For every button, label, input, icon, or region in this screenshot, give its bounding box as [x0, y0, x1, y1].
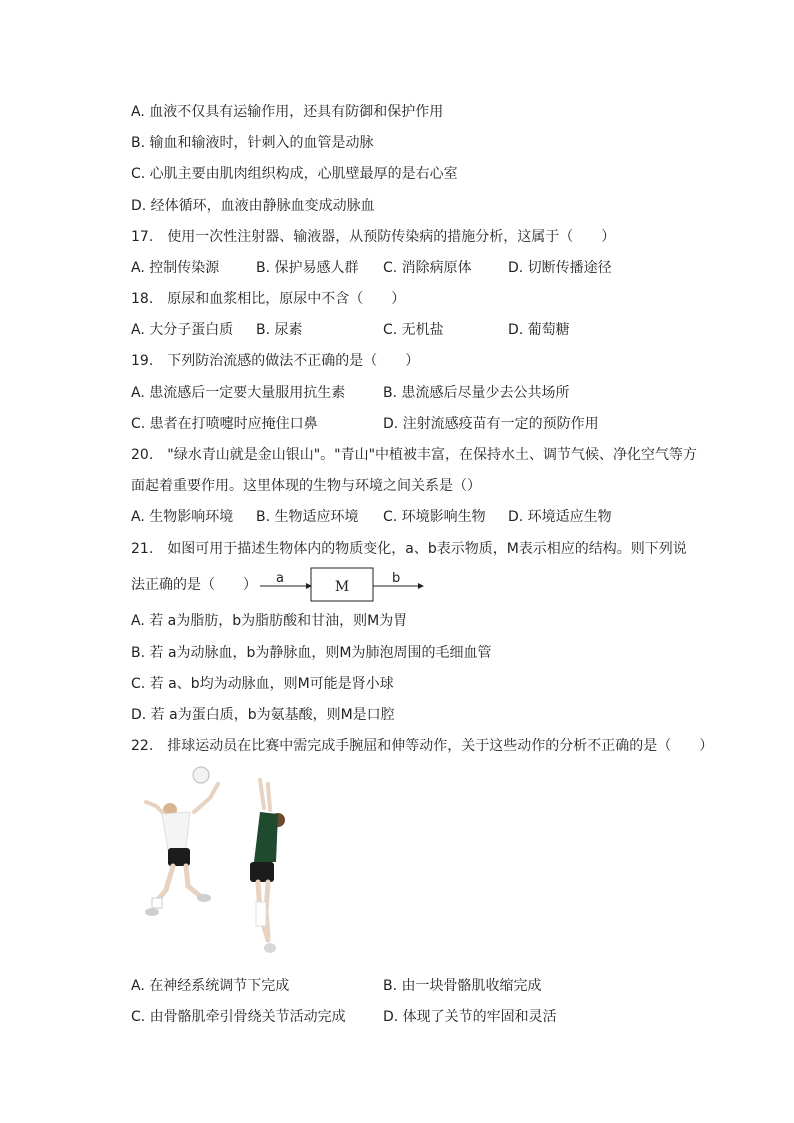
- q21-stem-line2: 法正确的是（ ）: [131, 577, 257, 593]
- q19-option-b: B. 患流感后尽量少去公共场所: [383, 385, 570, 401]
- q21-stem-line1: 21. 如图可用于描述生物体内的物质变化，a、b表示物质，M表示相应的结构。则下列说: [131, 541, 687, 557]
- q18-stem: 18. 原尿和血浆相比，原尿中不含（ ）: [131, 291, 406, 307]
- q17-option-c: C. 消除病原体: [383, 260, 472, 276]
- q21-option-d: D. 若 a为蛋白质，b为氨基酸，则M是口腔: [131, 707, 395, 723]
- q17-stem: 17. 使用一次性注射器、输液器，从预防传染病的措施分析，这属于（ ）: [131, 229, 616, 245]
- q16-option-c: C. 心肌主要由肌肉组织构成，心肌壁最厚的是右心室: [131, 166, 458, 182]
- q22-stem: 22. 排球运动员在比赛中需完成手腕屈和伸等动作，关于这些动作的分析不正确的是（ ）: [131, 738, 714, 754]
- q18-option-d: D. 葡萄糖: [508, 322, 570, 338]
- q19-stem: 19. 下列防治流感的做法不正确的是（ ）: [131, 353, 420, 369]
- q16-option-b: B. 输血和输液时，针刺入的血管是动脉: [131, 135, 374, 151]
- q18-option-b: B. 尿素: [256, 322, 303, 338]
- q22-option-d: D. 体现了关节的牢固和灵活: [383, 1009, 557, 1025]
- q19-option-a: A. 患流感后一定要大量服用抗生素: [131, 385, 346, 401]
- q20-stem-line1: 20. "绿水青山就是金山银山"。"青山"中植被丰富，在保持水土、调节气候、净化空气等方: [131, 447, 698, 463]
- volleyball-players-photo: [128, 762, 308, 962]
- box-label-m: M: [334, 579, 350, 595]
- q18-option-a: A. 大分子蛋白质: [131, 322, 234, 338]
- q21-option-a: A. 若 a为脂肪，b为脂肪酸和甘油，则M为胃: [131, 613, 408, 629]
- q22-option-a: A. 在神经系统调节下完成: [131, 978, 290, 994]
- q22-option-b: B. 由一块骨骼肌收缩完成: [383, 978, 542, 994]
- q21-process-diagram: [258, 567, 428, 603]
- q17-option-a: A. 控制传染源: [131, 260, 220, 276]
- q17-option-b: B. 保护易感人群: [256, 260, 359, 276]
- input-label-a: a: [276, 571, 284, 586]
- q19-option-d: D. 注射流感疫苗有一定的预防作用: [383, 416, 599, 432]
- arrow-out-head: [418, 583, 424, 589]
- player-green-jersey: [250, 780, 285, 953]
- q20-option-b: B. 生物适应环境: [256, 509, 359, 525]
- q16-option-a: A. 血液不仅具有运输作用，还具有防御和保护作用: [131, 104, 444, 120]
- q21-option-c: C. 若 a、b均为动脉血，则M可能是肾小球: [131, 676, 394, 692]
- volleyball-icon: [193, 767, 209, 783]
- q19-option-c: C. 患者在打喷嚏时应掩住口鼻: [131, 416, 318, 432]
- q20-option-d: D. 环境适应生物: [508, 509, 612, 525]
- q20-option-a: A. 生物影响环境: [131, 509, 234, 525]
- output-label-b: b: [392, 571, 401, 586]
- q16-option-d: D. 经体循环，血液由静脉血变成动脉血: [131, 198, 375, 214]
- q17-option-d: D. 切断传播途径: [508, 260, 612, 276]
- player-white-jersey: [145, 784, 218, 916]
- q21-option-b: B. 若 a为动脉血，b为静脉血，则M为肺泡周围的毛细血管: [131, 645, 492, 661]
- q22-option-c: C. 由骨骼肌牵引骨绕关节活动完成: [131, 1009, 346, 1025]
- q20-option-c: C. 环境影响生物: [383, 509, 486, 525]
- q20-stem-line2: 面起着重要作用。这里体现的生物与环境之间关系是（）: [131, 478, 481, 494]
- q18-option-c: C. 无机盐: [383, 322, 444, 338]
